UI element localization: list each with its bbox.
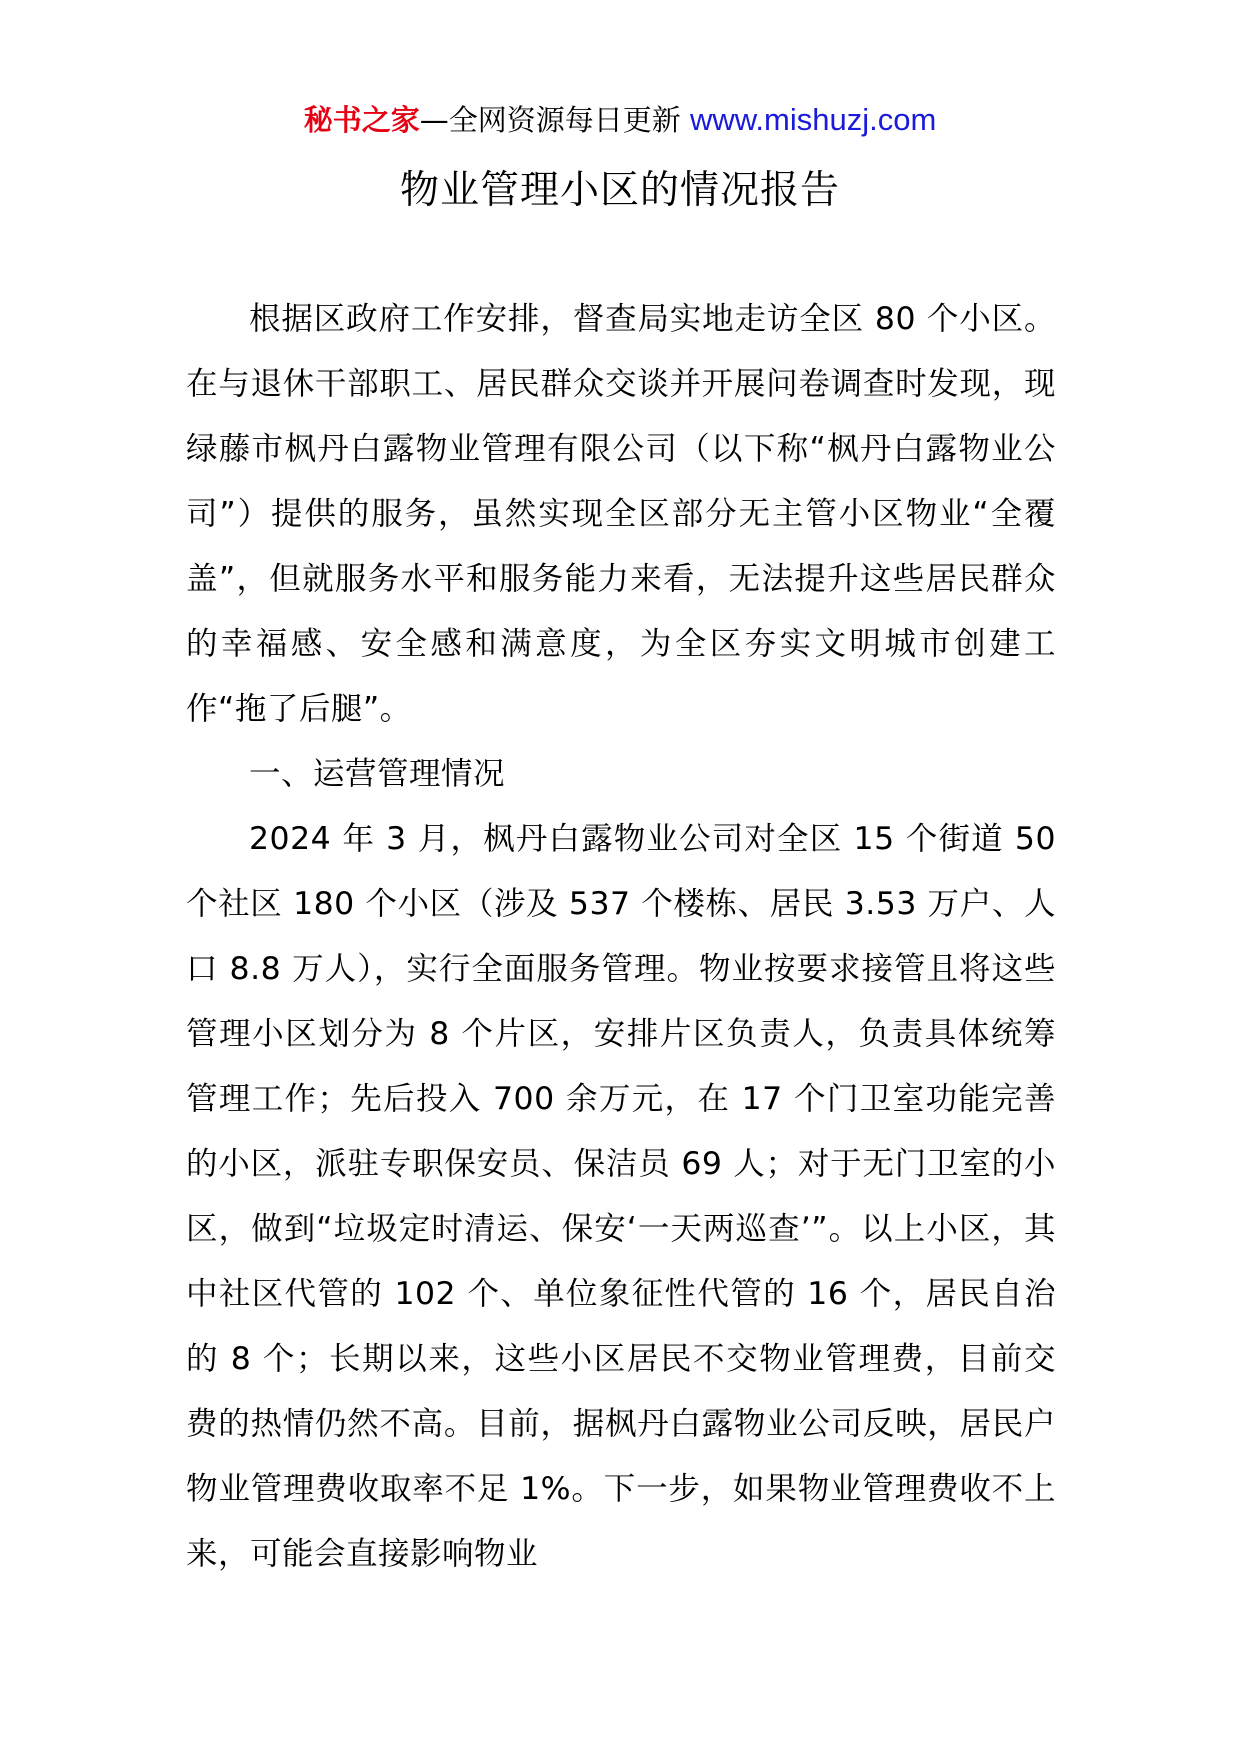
intro-paragraph: 根据区政府工作安排，督查局实地走访全区 80 个小区。在与退休干部职工、居民群众交谈并开展问卷调查时发现，现绿藤市枫丹白露物业管理有限公司（以下称“枫丹白露物业公司”）提供的服务，虽然实现全区部分无主管小区物业“全覆盖”，但就服务水平和服务能力来看，无法提升这些居民群众的幸福感、安全感和满意度，为全区夯实文明城市创建工作“拖了后腿”。 (186, 301, 1056, 727)
site-header (0, 100, 1240, 140)
site-brand: 秘书之家 (303, 103, 420, 137)
section-heading-operations: 一、运营管理情况 (249, 756, 506, 792)
site-url-link[interactable]: www.mishuzj.com (689, 102, 937, 137)
site-tagline: —全网资源每日更新 (419, 103, 681, 137)
operations-paragraph: 2024 年 3 月，枫丹白露物业公司对全区 15 个街道 50 个社区 180 个小区（涉及 537 个楼栋、居民 3.53 万户、人口 8.8 万人），实行全面服务管理。物业按要求接管且将这些管理小区划分为 8 个片区，安排片区负责人，负责具体统筹管理工作；先后投入 700 余万元，在 17 个门卫室功能完善的小区，派驻专职保安员、保洁员 69 人；对于无门卫室的小区，做到“垃圾定时清运、保安‘一天两巡查’”。以上小区，其中社区代管的 102 个、单位象征性代管的 16 个，居民自治的 8 个；长期以来，这些小区居民不交物业管理费，目前交费的热情仍然不高。目前，据枫丹白露物业公司反映，居民户物业管理费收取率不足 1%。下一步，如果物业管理费收不上来，可能会直接影响物业 (186, 821, 1056, 1572)
document-body (186, 287, 1056, 1587)
document-title: 物业管理小区的情况报告 (399, 168, 840, 213)
